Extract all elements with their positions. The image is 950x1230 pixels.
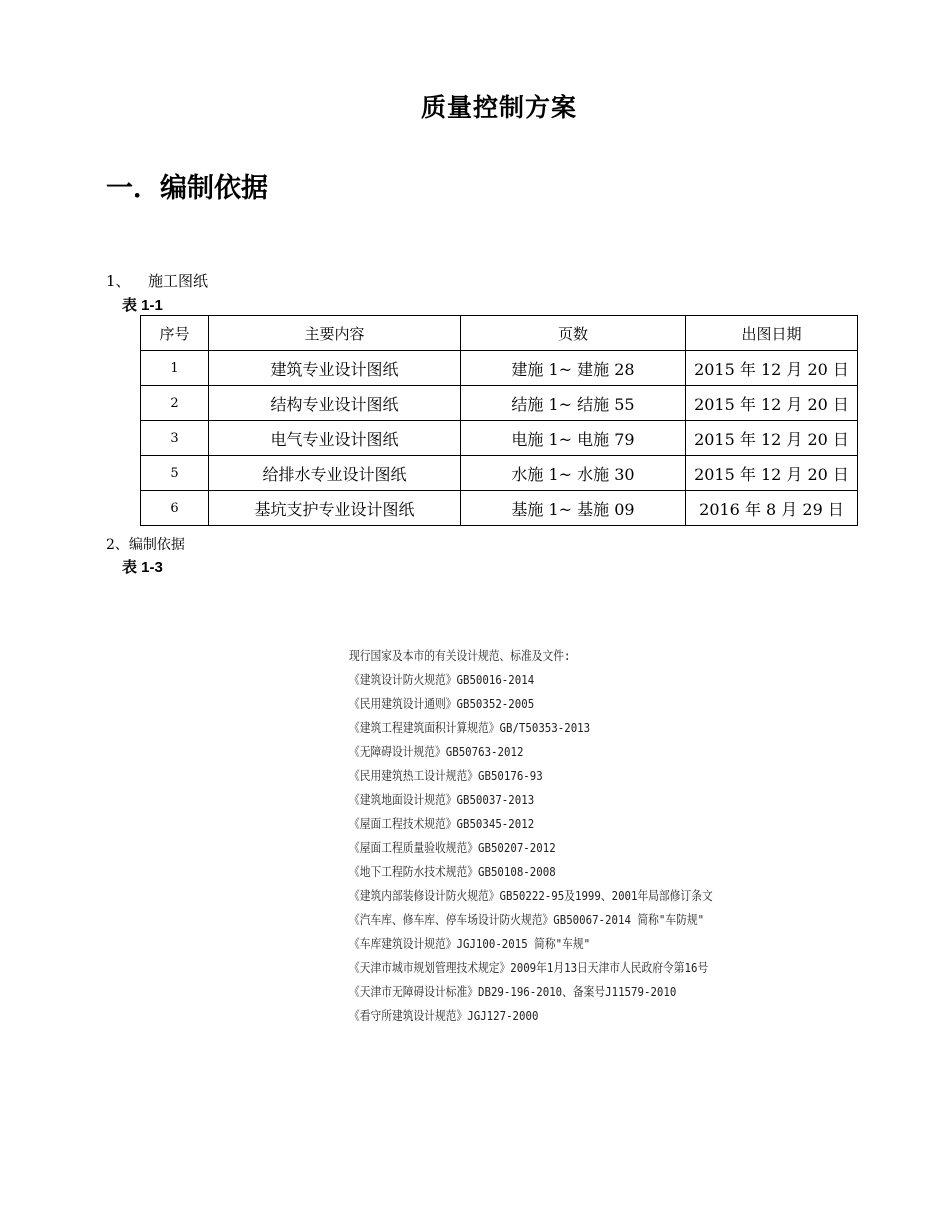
cell-date: 2015 年 12 月 20 日 [686,456,858,491]
standards-list-item: 《建筑工程建筑面积计算规范》GB/T50353-2013 [349,720,591,735]
table-1-caption: 表 1-1 [122,297,163,314]
cell-pages: 建施 1~ 建施 28 [461,351,686,386]
cell-pages: 基施 1~ 基施 09 [461,491,686,526]
standards-list-item: 《民用建筑热工设计规范》GB50176-93 [349,768,543,783]
cell-content: 基坑支护专业设计图纸 [209,491,461,526]
header-cell-no: 序号 [141,316,209,351]
section-1-label: 施工图纸 [148,272,209,290]
table-3-caption: 表 1-3 [122,559,163,576]
header-cell-date: 出图日期 [686,316,858,351]
header-cell-pages: 页数 [461,316,686,351]
standards-list-item: 《屋面工程质量验收规范》GB50207-2012 [349,840,556,855]
cell-date: 2015 年 12 月 20 日 [686,386,858,421]
section-heading: 一．编制依据 [106,173,268,204]
cell-pages: 电施 1~ 电施 79 [461,421,686,456]
standards-list-item: 《车库建筑设计规范》JGJ100-2015 简称"车规" [349,936,591,951]
table-row [141,386,858,421]
cell-content: 建筑专业设计图纸 [209,351,461,386]
cell-date: 2016 年 8 月 29 日 [686,491,858,526]
section-1 [106,270,208,291]
table-row [141,456,858,491]
cell-pages: 结施 1~ 结施 55 [461,386,686,421]
standards-list-item: 《地下工程防水技术规范》GB50108-2008 [349,864,556,879]
cell-pages: 水施 1~ 水施 30 [461,456,686,491]
cell-content: 结构专业设计图纸 [209,386,461,421]
cell-date: 2015 年 12 月 20 日 [686,421,858,456]
standards-list-item: 《看守所建筑设计规范》JGJ127-2000 [349,1008,539,1023]
standards-list-item: 《无障碍设计规范》GB50763-2012 [349,744,524,759]
cell-no: 1 [141,351,209,386]
cell-no: 6 [141,491,209,526]
standards-list-item: 《汽车库、修车库、停车场设计防火规范》GB50067-2014 简称"车防规" [349,912,705,927]
table-header-row [141,316,858,351]
table-row [141,351,858,386]
standards-list-item: 《建筑内部装修设计防火规范》GB50222-95及1999、2001年局部修订条文 [349,888,713,903]
standards-list-image [349,644,713,1028]
cell-no: 5 [141,456,209,491]
table-row [141,421,858,456]
cell-no: 3 [141,421,209,456]
standards-list-intro: 现行国家及本市的有关设计规范、标准及文件: [349,648,571,663]
document-title: 质量控制方案 [420,93,577,122]
standards-list-item: 《建筑地面设计规范》GB50037-2013 [349,792,535,807]
cell-content: 电气专业设计图纸 [209,421,461,456]
standards-list-item: 《民用建筑设计通则》GB50352-2005 [349,696,535,711]
standards-list-item: 《天津市无障碍设计标准》DB29-196-2010、备案号J11579-2010 [349,984,677,999]
table-row [141,491,858,526]
standards-list-item: 《天津市城市规划管理技术规定》2009年1月13日天津市人民政府令第16号 [349,960,709,975]
cell-date: 2015 年 12 月 20 日 [686,351,858,386]
cell-no: 2 [141,386,209,421]
section-1-number: 1、 [106,272,131,290]
drawings-table [140,315,858,526]
section-2-label: 2、编制依据 [106,537,185,553]
header-cell-content: 主要内容 [209,316,461,351]
standards-list-item: 《屋面工程技术规范》GB50345-2012 [349,816,535,831]
cell-content: 给排水专业设计图纸 [209,456,461,491]
standards-list-item: 《建筑设计防火规范》GB50016-2014 [349,672,535,687]
